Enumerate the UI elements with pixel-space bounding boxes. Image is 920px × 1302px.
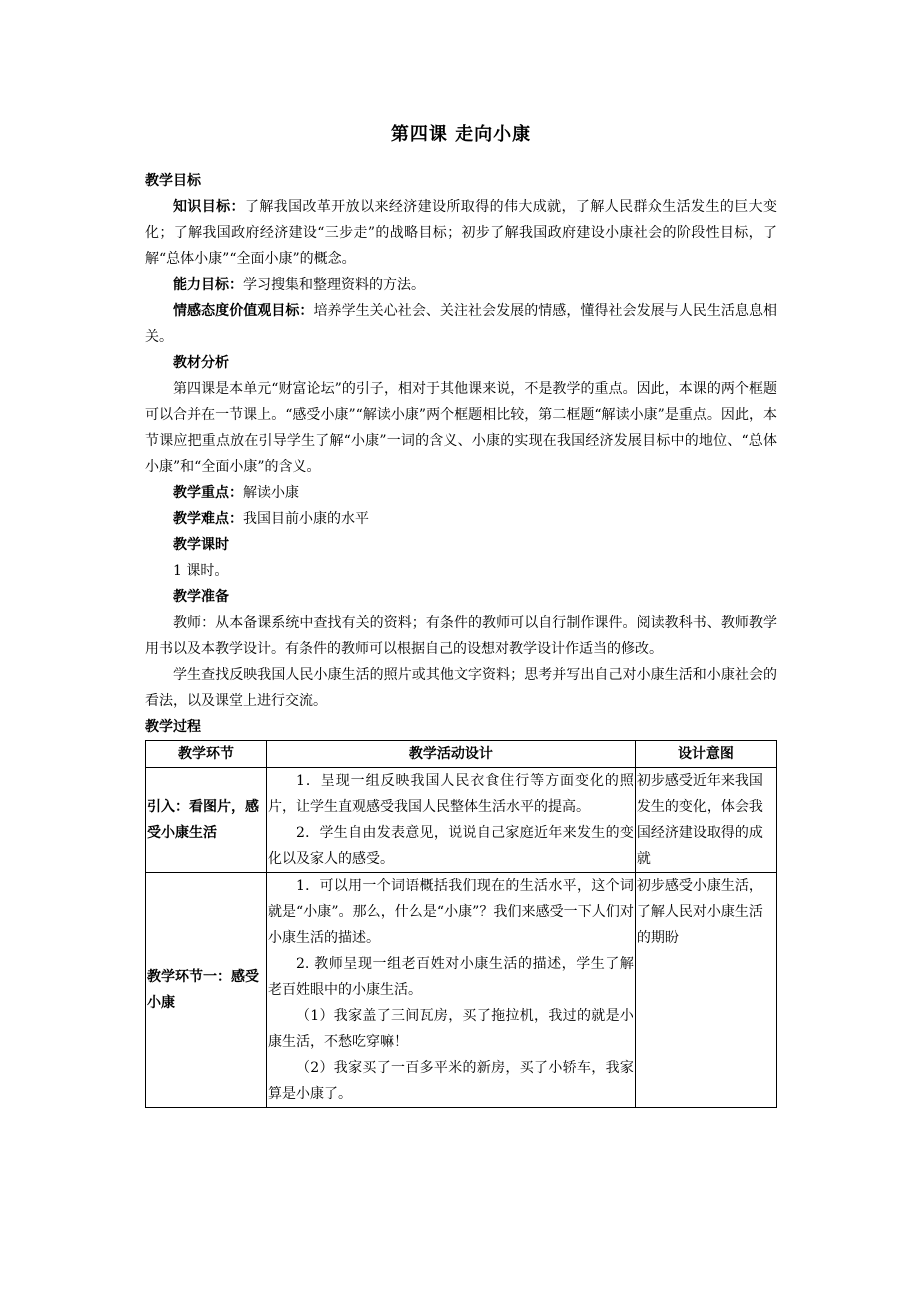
difficulty-label: 教学难点： [173,511,243,527]
header-intent: 设计意图 [635,741,776,768]
knowledge-text: 了解我国改革开放以来经济建设所取得的伟大成就，了解人民群众生活发生的巨大变化；了解我国政府经济建设“三步走”的战略目标；初步了解我国政府建设小康社会的阶段性目标，了解“总体小康”“全面小康”的概念。 [145,199,777,267]
emotion-objective [145,298,777,350]
key-point [145,480,777,506]
analysis-text: 第四课是本单元“财富论坛”的引子，相对于其他课来说，不是教学的重点。因此，本课的两个框题可以合并在一节课上。“感受小康”“解读小康”两个框题相比较，第二框题“解读小康”是重点。因此，本节课应把重点放在引导学生了解“小康”一词的含义、小康的实现在我国经济发展目标中的地位、“总体小康”和“全面小康”的含义。 [145,381,777,475]
prep-teacher: 教师：从本备课系统中查找有关的资料；有条件的教师可以自行制作课件。阅读教科书、教师教学用书以及本教学设计。有条件的教师可以根据自己的设想对教学设计作适当的修改。 [145,615,777,657]
knowledge-label: 知识目标： [173,199,245,215]
difficulty [145,506,777,532]
prep-heading: 教学准备 [173,589,229,605]
emotion-text: 培养学生关心社会、关注社会发展的情感，懂得社会发展与人民生活息息相关。 [145,303,778,345]
intent-cell: 初步感受小康生活，了解人民对小康生活的期盼 [635,873,776,1108]
ability-text: 学习搜集和整理资料的方法。 [243,277,425,293]
key-point-text: 解读小康 [243,485,299,501]
key-point-label: 教学重点： [173,485,243,501]
activities-cell [266,768,635,873]
stage-cell: 引入：看图片，感受小康生活 [146,768,267,873]
ability-label: 能力目标： [173,277,243,293]
process-table [145,740,777,1108]
header-stage: 教学环节 [146,741,267,768]
activity-item: 1．可以用一个词语概括我们现在的生活水平，这个词就是“小康”。那么，什么是“小康”？我们来感受一下人们对小康生活的描述。 [267,878,634,946]
activities-cell [266,873,635,1108]
header-activities: 教学活动设计 [266,741,635,768]
hours-heading: 教学课时 [173,537,229,553]
table-header-row [146,741,777,768]
ability-objective [145,272,777,298]
process-heading: 教学过程 [145,719,201,735]
knowledge-objective [145,194,777,272]
activity-item: 1．呈现一组反映我国人民衣食住行等方面变化的照片，让学生直观感受我国人民整体生活水平的提高。 [267,773,634,815]
prep-student: 学生查找反映我国人民小康生活的照片或其他文字资料；思考并写出自己对小康生活和小康社会的看法，以及课堂上进行交流。 [145,667,777,709]
emotion-label: 情感态度价值观目标： [173,303,314,319]
table-row [146,873,777,1108]
page-title: 第四课 走向小康 [390,124,532,145]
hours-text: 1 课时。 [173,563,229,579]
analysis-heading: 教材分析 [173,355,229,371]
stage-cell: 教学环节一：感受小康 [146,873,267,1108]
activity-item: 2．学生自由发表意见，说说自己家庭近年来发生的变化以及家人的感受。 [267,825,634,867]
activity-item: （1）我家盖了三间瓦房，买了拖拉机，我过的就是小康生活，不愁吃穿嘛！ [267,1008,634,1050]
intent-cell: 初步感受近年来我国发生的变化，体会我国经济建设取得的成就 [635,768,776,873]
activity-item: （2）我家买了一百多平米的新房，买了小轿车，我家算是小康了。 [267,1060,634,1102]
table-row [146,768,777,873]
objectives-heading: 教学目标 [145,173,201,189]
activity-item: 2. 教师呈现一组老百姓对小康生活的描述，学生了解老百姓眼中的小康生活。 [267,956,634,998]
document-page [145,120,777,1108]
difficulty-text: 我国目前小康的水平 [243,511,369,527]
